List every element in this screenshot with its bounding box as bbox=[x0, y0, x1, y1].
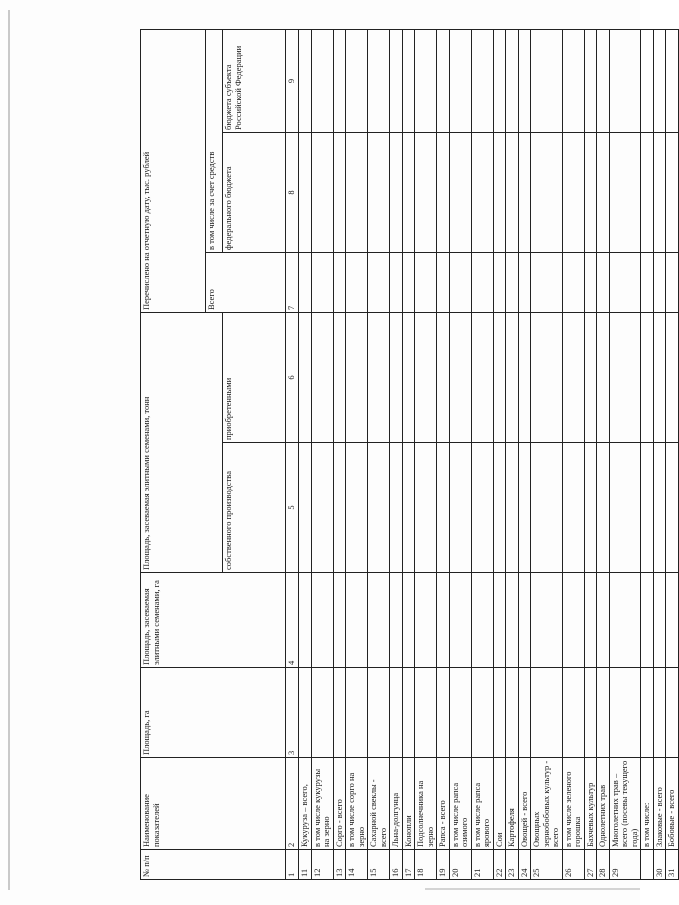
empty-cell bbox=[518, 312, 531, 442]
row-number: 28 bbox=[597, 850, 610, 880]
empty-cell bbox=[493, 443, 506, 573]
empty-cell bbox=[597, 312, 610, 442]
empty-cell bbox=[562, 312, 584, 442]
empty-cell bbox=[584, 573, 597, 668]
empty-cell bbox=[641, 668, 654, 758]
empty-cell bbox=[299, 312, 312, 442]
header-row-top bbox=[141, 29, 206, 879]
empty-cell bbox=[641, 132, 654, 252]
empty-cell bbox=[641, 252, 654, 312]
empty-cell bbox=[609, 252, 641, 312]
empty-cell bbox=[666, 443, 679, 573]
row-number: 17 bbox=[402, 850, 415, 880]
empty-cell bbox=[597, 29, 610, 132]
table-row bbox=[368, 29, 390, 879]
empty-cell bbox=[653, 443, 666, 573]
empty-cell bbox=[471, 132, 493, 252]
row-name: Злаковые - всего bbox=[653, 758, 666, 850]
header-name: Наименование показателей bbox=[141, 758, 286, 850]
empty-cell bbox=[437, 252, 450, 312]
empty-cell bbox=[653, 29, 666, 132]
row-number: 25 bbox=[531, 850, 563, 880]
empty-cell bbox=[531, 252, 563, 312]
row-name: в том числе зеленого горошка bbox=[562, 758, 584, 850]
empty-cell bbox=[299, 443, 312, 573]
empty-cell bbox=[531, 312, 563, 442]
empty-cell bbox=[609, 29, 641, 132]
row-name: Овощных зернобобовых культур - всего bbox=[531, 758, 563, 850]
empty-cell bbox=[609, 443, 641, 573]
empty-cell bbox=[666, 312, 679, 442]
empty-cell bbox=[333, 668, 346, 758]
empty-cell bbox=[415, 29, 437, 132]
row-number: 30 bbox=[653, 850, 666, 880]
row-name: Конопли bbox=[402, 758, 415, 850]
empty-cell bbox=[471, 252, 493, 312]
empty-cell bbox=[471, 29, 493, 132]
empty-cell bbox=[402, 252, 415, 312]
empty-cell bbox=[402, 668, 415, 758]
col-number: 8 bbox=[286, 132, 299, 252]
column-number-row bbox=[286, 29, 299, 879]
empty-cell bbox=[346, 252, 368, 312]
empty-cell bbox=[584, 443, 597, 573]
empty-cell bbox=[518, 252, 531, 312]
table-body bbox=[299, 29, 679, 879]
empty-cell bbox=[449, 132, 471, 252]
empty-cell bbox=[333, 312, 346, 442]
table-row bbox=[346, 29, 368, 879]
empty-cell bbox=[506, 132, 519, 252]
table-row bbox=[666, 29, 679, 879]
empty-cell bbox=[653, 668, 666, 758]
empty-cell bbox=[518, 29, 531, 132]
row-number: 22 bbox=[493, 850, 506, 880]
row-name: Бахчевых культур bbox=[584, 758, 597, 850]
row-number: 24 bbox=[518, 850, 531, 880]
row-name: в том числе: bbox=[641, 758, 654, 850]
empty-cell bbox=[390, 668, 403, 758]
col-number: 2 bbox=[286, 758, 299, 850]
row-number: 31 bbox=[666, 850, 679, 880]
table-row bbox=[531, 29, 563, 879]
empty-cell bbox=[666, 132, 679, 252]
empty-cell bbox=[390, 573, 403, 668]
row-number: 21 bbox=[471, 850, 493, 880]
table-row bbox=[402, 29, 415, 879]
table-row bbox=[506, 29, 519, 879]
empty-cell bbox=[299, 132, 312, 252]
empty-cell bbox=[471, 443, 493, 573]
row-name: в том числе рапса ярового bbox=[471, 758, 493, 850]
empty-cell bbox=[531, 573, 563, 668]
empty-cell bbox=[506, 668, 519, 758]
row-number: 11 bbox=[299, 850, 312, 880]
row-number: 12 bbox=[311, 850, 333, 880]
row-number: 14 bbox=[346, 850, 368, 880]
empty-cell bbox=[506, 443, 519, 573]
table-row bbox=[518, 29, 531, 879]
empty-cell bbox=[333, 443, 346, 573]
empty-cell bbox=[449, 443, 471, 573]
row-name: Сои bbox=[493, 758, 506, 850]
empty-cell bbox=[562, 29, 584, 132]
row-name: Многолетних трав – всего (посевы текущего года) bbox=[609, 758, 641, 850]
empty-cell bbox=[368, 252, 390, 312]
header-elite-tons: Площадь, засеваемая элитными семенами, тонн bbox=[141, 312, 223, 572]
scan-corner-shadow bbox=[425, 888, 640, 890]
table-row bbox=[299, 29, 312, 879]
empty-cell bbox=[299, 573, 312, 668]
empty-cell bbox=[449, 312, 471, 442]
header-elite-area: Площадь, засеваемая элитными семенами, га bbox=[141, 573, 286, 668]
empty-cell bbox=[562, 573, 584, 668]
col-number: 3 bbox=[286, 668, 299, 758]
row-name: Сорго - всего bbox=[333, 758, 346, 850]
empty-cell bbox=[402, 132, 415, 252]
empty-cell bbox=[346, 443, 368, 573]
col-number: 5 bbox=[286, 443, 299, 573]
empty-cell bbox=[333, 132, 346, 252]
empty-cell bbox=[437, 312, 450, 442]
empty-cell bbox=[449, 252, 471, 312]
empty-cell bbox=[346, 573, 368, 668]
empty-cell bbox=[609, 573, 641, 668]
empty-cell bbox=[368, 443, 390, 573]
col-number: 9 bbox=[286, 29, 299, 132]
row-number: 16 bbox=[390, 850, 403, 880]
empty-cell bbox=[493, 312, 506, 442]
row-number: 18 bbox=[415, 850, 437, 880]
empty-cell bbox=[299, 252, 312, 312]
empty-cell bbox=[562, 668, 584, 758]
table-row bbox=[449, 29, 471, 879]
header-federal: федерального бюджета bbox=[223, 132, 286, 252]
empty-cell bbox=[299, 29, 312, 132]
table-row bbox=[584, 29, 597, 879]
empty-cell bbox=[449, 29, 471, 132]
empty-cell bbox=[311, 29, 333, 132]
empty-cell bbox=[666, 252, 679, 312]
empty-cell bbox=[437, 573, 450, 668]
empty-cell bbox=[415, 443, 437, 573]
table-holder bbox=[140, 30, 676, 880]
empty-cell bbox=[437, 443, 450, 573]
empty-cell bbox=[584, 132, 597, 252]
empty-cell bbox=[402, 573, 415, 668]
empty-cell bbox=[493, 668, 506, 758]
empty-cell bbox=[333, 573, 346, 668]
report-table bbox=[140, 29, 679, 880]
empty-cell bbox=[299, 668, 312, 758]
empty-cell bbox=[493, 132, 506, 252]
empty-cell bbox=[346, 132, 368, 252]
empty-cell bbox=[493, 252, 506, 312]
empty-cell bbox=[402, 29, 415, 132]
empty-cell bbox=[609, 132, 641, 252]
table-row bbox=[641, 29, 654, 879]
empty-cell bbox=[415, 668, 437, 758]
empty-cell bbox=[597, 252, 610, 312]
empty-cell bbox=[597, 573, 610, 668]
empty-cell bbox=[506, 312, 519, 442]
empty-cell bbox=[368, 573, 390, 668]
header-subject: бюджета субъекта Российской Федерации bbox=[223, 29, 286, 132]
empty-cell bbox=[346, 668, 368, 758]
empty-cell bbox=[390, 312, 403, 442]
table-row bbox=[493, 29, 506, 879]
empty-cell bbox=[437, 132, 450, 252]
row-number: 23 bbox=[506, 850, 519, 880]
header-including: в том числе за счет средств bbox=[206, 29, 223, 252]
empty-cell bbox=[562, 132, 584, 252]
col-number: 7 bbox=[286, 252, 299, 312]
table-row bbox=[562, 29, 584, 879]
empty-cell bbox=[333, 252, 346, 312]
empty-cell bbox=[609, 312, 641, 442]
row-number: 13 bbox=[333, 850, 346, 880]
header-area: Площадь, га bbox=[141, 668, 286, 758]
row-name: Сахарной свеклы - всего bbox=[368, 758, 390, 850]
row-name: в том числе кукурузы на зерно bbox=[311, 758, 333, 850]
empty-cell bbox=[641, 29, 654, 132]
empty-cell bbox=[641, 573, 654, 668]
header-number: № п/п bbox=[141, 850, 286, 880]
empty-cell bbox=[506, 573, 519, 668]
row-name: в том числе сорго на зерно bbox=[346, 758, 368, 850]
empty-cell bbox=[390, 443, 403, 573]
table-row bbox=[597, 29, 610, 879]
row-name: Кукуруза – всего, bbox=[299, 758, 312, 850]
empty-cell bbox=[471, 312, 493, 442]
row-number: 29 bbox=[609, 850, 641, 880]
table-row bbox=[437, 29, 450, 879]
empty-cell bbox=[471, 573, 493, 668]
empty-cell bbox=[368, 132, 390, 252]
empty-cell bbox=[390, 29, 403, 132]
empty-cell bbox=[415, 573, 437, 668]
empty-cell bbox=[653, 573, 666, 668]
empty-cell bbox=[597, 132, 610, 252]
empty-cell bbox=[584, 668, 597, 758]
table-row bbox=[609, 29, 641, 879]
empty-cell bbox=[562, 443, 584, 573]
row-number bbox=[641, 850, 654, 880]
table-row bbox=[471, 29, 493, 879]
table-row bbox=[653, 29, 666, 879]
empty-cell bbox=[653, 312, 666, 442]
empty-cell bbox=[415, 132, 437, 252]
row-name: Однолетних трав bbox=[597, 758, 610, 850]
header-total: Всего bbox=[206, 252, 286, 312]
empty-cell bbox=[666, 573, 679, 668]
empty-cell bbox=[402, 443, 415, 573]
header-own-production: собственного производства bbox=[223, 443, 286, 573]
row-name: Рапса - всего bbox=[437, 758, 450, 850]
empty-cell bbox=[531, 668, 563, 758]
empty-cell bbox=[311, 443, 333, 573]
empty-cell bbox=[390, 132, 403, 252]
empty-cell bbox=[641, 312, 654, 442]
table-row bbox=[415, 29, 437, 879]
empty-cell bbox=[584, 312, 597, 442]
table-row bbox=[333, 29, 346, 879]
row-number: 26 bbox=[562, 850, 584, 880]
empty-cell bbox=[506, 252, 519, 312]
empty-cell bbox=[346, 29, 368, 132]
row-name: Подсолнечника на зерно bbox=[415, 758, 437, 850]
row-name: Овощей - всего bbox=[518, 758, 531, 850]
empty-cell bbox=[415, 252, 437, 312]
empty-cell bbox=[531, 132, 563, 252]
empty-cell bbox=[653, 132, 666, 252]
empty-cell bbox=[518, 443, 531, 573]
empty-cell bbox=[493, 573, 506, 668]
empty-cell bbox=[368, 29, 390, 132]
empty-cell bbox=[597, 668, 610, 758]
empty-cell bbox=[449, 668, 471, 758]
empty-cell bbox=[449, 573, 471, 668]
table-row bbox=[311, 29, 333, 879]
empty-cell bbox=[402, 312, 415, 442]
col-number: 6 bbox=[286, 312, 299, 442]
empty-cell bbox=[311, 668, 333, 758]
empty-cell bbox=[368, 312, 390, 442]
empty-cell bbox=[333, 29, 346, 132]
empty-cell bbox=[609, 668, 641, 758]
row-number: 15 bbox=[368, 850, 390, 880]
empty-cell bbox=[518, 573, 531, 668]
scan-edge-shadow bbox=[8, 10, 10, 890]
empty-cell bbox=[584, 252, 597, 312]
empty-cell bbox=[666, 668, 679, 758]
empty-cell bbox=[311, 312, 333, 442]
empty-cell bbox=[471, 668, 493, 758]
empty-cell bbox=[641, 443, 654, 573]
row-name: Картофеля bbox=[506, 758, 519, 850]
empty-cell bbox=[368, 668, 390, 758]
empty-cell bbox=[311, 573, 333, 668]
rotated-table-area bbox=[140, 30, 676, 880]
empty-cell bbox=[666, 29, 679, 132]
header-bought: приобретенными bbox=[223, 312, 286, 442]
row-number: 27 bbox=[584, 850, 597, 880]
empty-cell bbox=[653, 252, 666, 312]
empty-cell bbox=[437, 668, 450, 758]
empty-cell bbox=[531, 29, 563, 132]
table-row bbox=[390, 29, 403, 879]
row-name: в том числе рапса озимого bbox=[449, 758, 471, 850]
empty-cell bbox=[437, 29, 450, 132]
row-name: Льна-долгунца bbox=[390, 758, 403, 850]
empty-cell bbox=[506, 29, 519, 132]
empty-cell bbox=[390, 252, 403, 312]
empty-cell bbox=[531, 443, 563, 573]
empty-cell bbox=[415, 312, 437, 442]
row-name: Бобовые - всего bbox=[666, 758, 679, 850]
empty-cell bbox=[562, 252, 584, 312]
row-number: 20 bbox=[449, 850, 471, 880]
empty-cell bbox=[346, 312, 368, 442]
col-number: 1 bbox=[286, 850, 299, 880]
empty-cell bbox=[518, 132, 531, 252]
empty-cell bbox=[518, 668, 531, 758]
empty-cell bbox=[311, 132, 333, 252]
row-number: 19 bbox=[437, 850, 450, 880]
header-transferred: Перечислено на отчетную дату, тыс. рублей bbox=[141, 29, 206, 312]
empty-cell bbox=[584, 29, 597, 132]
empty-cell bbox=[597, 443, 610, 573]
empty-cell bbox=[311, 252, 333, 312]
col-number: 4 bbox=[286, 573, 299, 668]
empty-cell bbox=[493, 29, 506, 132]
